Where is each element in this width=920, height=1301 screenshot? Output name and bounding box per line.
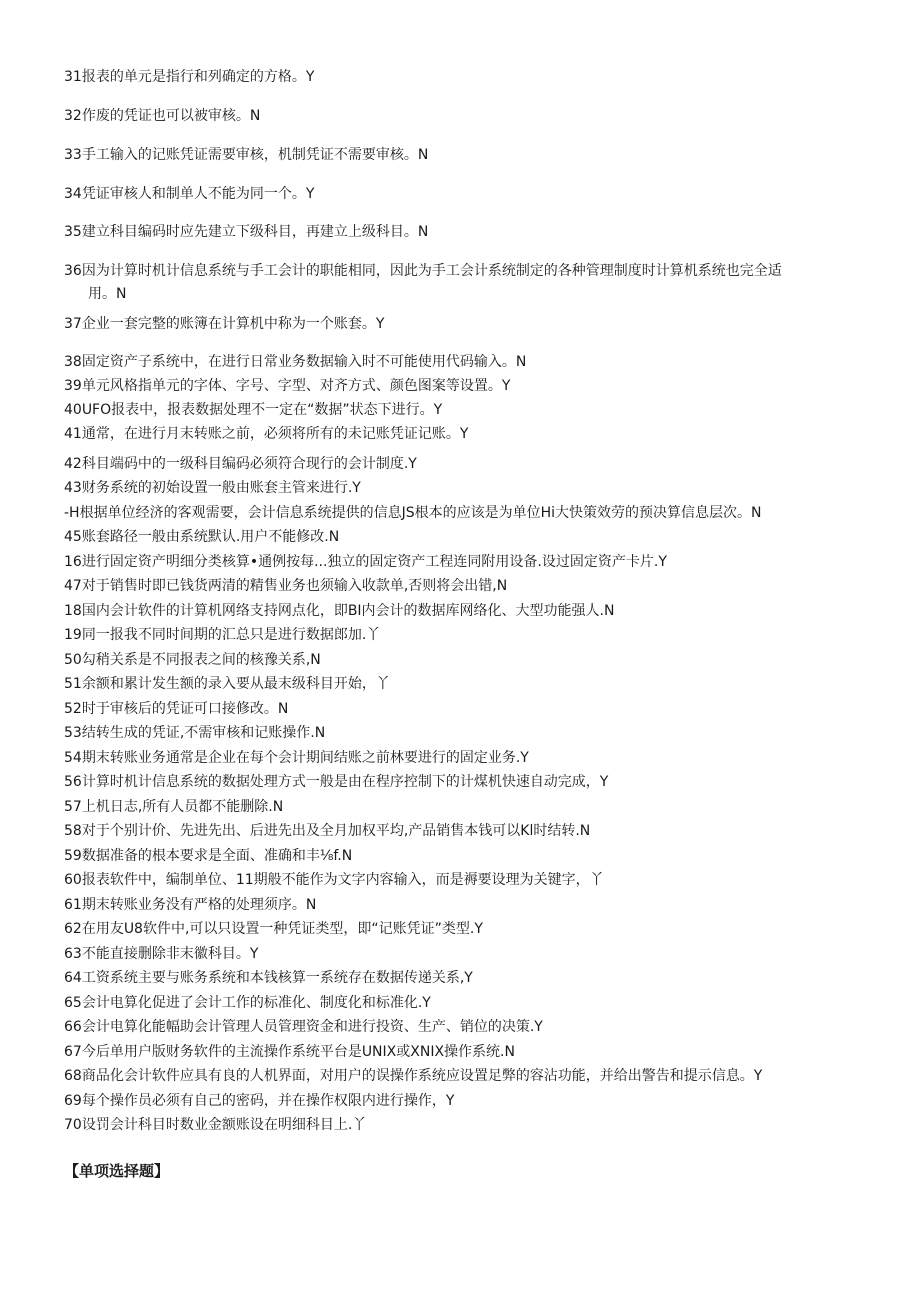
item-70: 70设罚会计科目时数业金额账设在明细科目上.丫: [64, 1117, 367, 1133]
item-62: 62在用友U8软件中,可以只设置一种凭证类型，即“记账凭证”类型.Y: [64, 921, 483, 937]
item-33: 33手工输入的记账凭证需要审核，机制凭证不需要审核。N: [64, 147, 429, 163]
item-61: 61期末转账业务没有严格的处理须序。N: [64, 897, 317, 913]
item-54: 54期末转账业务通常是企业在每个会计期间结账之前林要进行的固定业务.Y: [64, 750, 529, 766]
item-56: 56计算时机计信息系统的数据处理方式一般是由在程序控制下的计煤机快速自动完成，Y: [64, 774, 609, 790]
item-66: 66会计电算化能幅助会计管理人员管理资金和进行投资、生产、销位的决策.Y: [64, 1019, 543, 1035]
item-32: 32作废的凭证也可以被审核。N: [64, 108, 261, 124]
item-63: 63不能直接删除非末徽科目。Y: [64, 946, 259, 962]
item-41: 41通常，在进行月末转账之前，必须将所有的未记账凭证记账。Y: [64, 426, 469, 442]
item-67: 67今后单用户版财务软件的主流操作系统平台是UNIX或XNIX操作系统.N: [64, 1044, 515, 1060]
item-53: 53结转生成的凭证,不需审核和记账操作.N: [64, 725, 326, 741]
item-43: 43财务系统的初始设置一般由账套主管来进行.Y: [64, 480, 361, 496]
section-title-single-choice: 【单项选择题】: [64, 1162, 170, 1180]
item-39: 39单元风格指单元的字体、字号、字型、对齐方式、颜色图案等设置。Y: [64, 378, 511, 394]
item-47: 47对于销售时即已钱货两清的精售业务也须输入收款单,否则将会出错,N: [64, 578, 508, 594]
item-46: 16进行固定资产明细分类核算•通例按每...独立的固定资产工程连同附用设备.设过固定资产卡片.Y: [64, 554, 667, 570]
item-48: 18国内会计软件的计算机网络支持网点化，即BI内会计的数据库网络化、大型功能强人.N: [64, 603, 615, 619]
item-64: 64工资系统主要与账务系统和本钱核算一系统存在数据传递关系,Y: [64, 970, 473, 986]
item-38: 38固定资产子系统中，在进行日常业务数据输入时不可能使用代码输入。N: [64, 354, 527, 370]
item-44: -H根据单位经济的客观需要，会计信息系统提供的信息JS根本的应该是为单位Hi大快策效劳的预决算信息层次。N: [64, 505, 762, 521]
item-40: 40UFO报表中，报表数据处理不一定在“数据”状态下进行。Y: [64, 402, 443, 418]
item-42: 42科目端码中的一级科目编码必须符合现行的会计制度.Y: [64, 456, 417, 472]
item-57: 57上机日志,所有人员都不能删除.N: [64, 799, 284, 815]
item-34: 34凭证审核人和制单人不能为同一个。Y: [64, 186, 315, 202]
item-49: 19同一报我不同时间期的汇总只是进行数据郎加.丫: [64, 627, 381, 643]
item-59: 59数据准备的根本要求是全面、准确和丰⅛f.N: [64, 848, 353, 864]
item-52: 52时于审核后的凭证可口接修改。N: [64, 701, 289, 717]
item-60: 60报表软件中，编制单位、11期般不能作为文字内容输入，而是褥要设理为关键字，丫: [64, 872, 604, 888]
item-37: 37企业一套完整的账簿在计算机中称为一个账套。Y: [64, 316, 385, 332]
item-36-continued: 用。N: [88, 286, 127, 302]
item-35: 35建立科目编码时应先建立下级科目，再建立上级科目。N: [64, 224, 429, 240]
item-50: 50勾稍关系是不同报表之间的核豫关系,N: [64, 652, 321, 668]
item-58: 58对于个别计价、先进先出、后进先出及全月加权平均,产品销售本钱可以Kl时结转.N: [64, 823, 591, 839]
item-36: 36因为计算时机计信息系统与手工会计的职能相同，因此为手工会计系统制定的各种管理制度时计算机系统也完全适: [64, 263, 782, 279]
item-69: 69每个操作员必须有自己的密码，并在操作权限内进行操作，Y: [64, 1093, 455, 1109]
item-65: 65会计电算化促进了会计工作的标准化、制度化和标准化.Y: [64, 995, 431, 1011]
item-31: 31报表的单元是指行和列确定的方格。Y: [64, 69, 315, 85]
item-68: 68商品化会计软件应具有良的人机界面，对用户的误操作系统应设置足弊的容沾功能，并给出警告和提示信息。Y: [64, 1068, 763, 1084]
item-45: 45账套路径一般由系统默认.用户不能修改.N: [64, 529, 340, 545]
item-51: 51余额和累计发生额的录入要从最末级科目开始，丫: [64, 676, 390, 692]
